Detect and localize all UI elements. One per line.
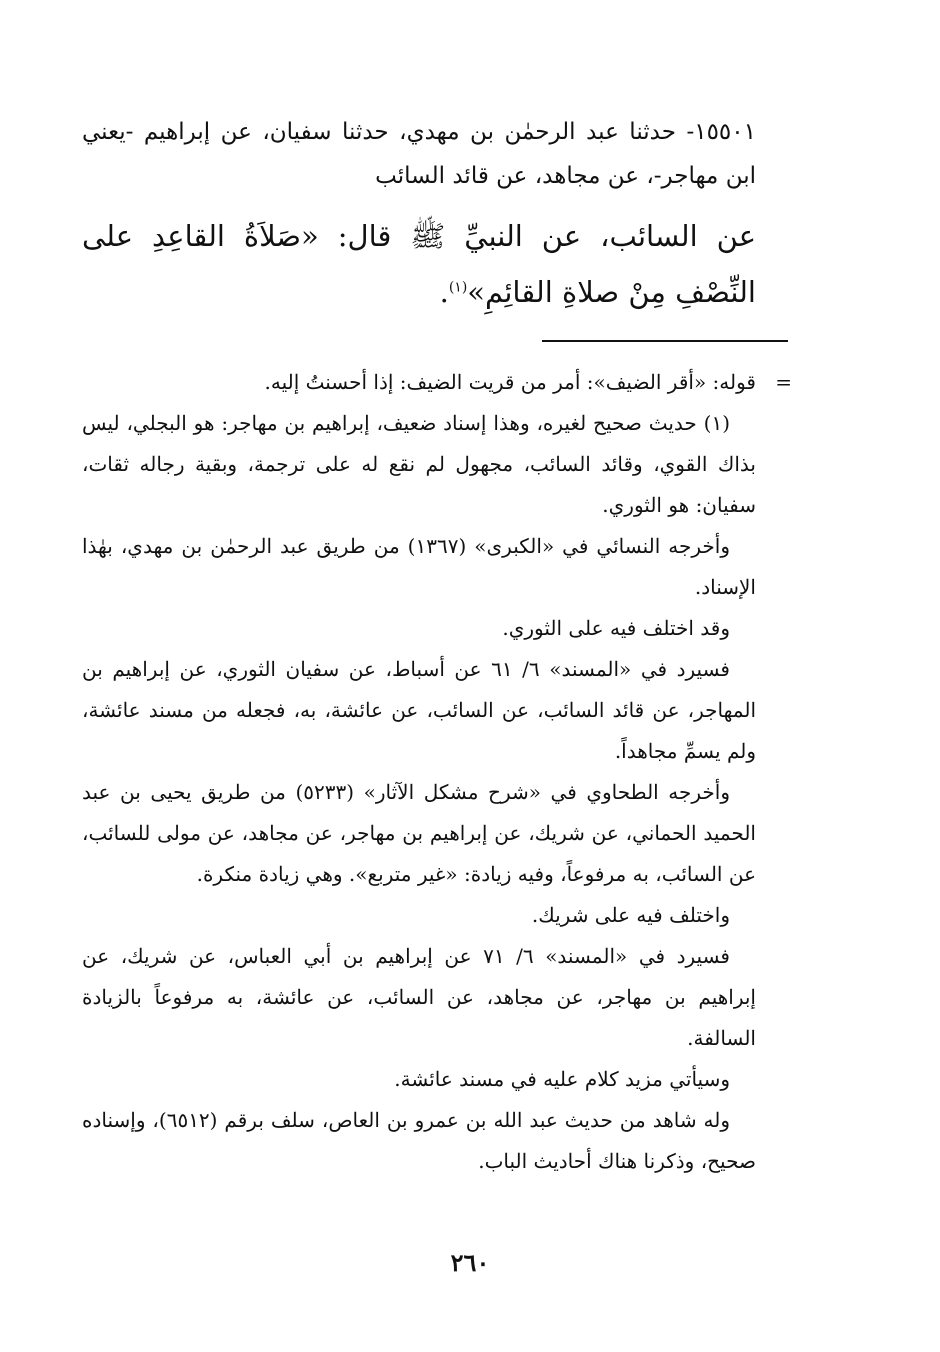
isnad-text: ١٥٥٠١- حدثنا عبد الرحمٰن بن مهدي، حدثنا سفيان، عن إبراهيم -يعني ابن مهاجر-، عن مجاهد، عن قائد السائب [82, 119, 756, 189]
footnote-continuation [82, 362, 792, 403]
matn-end: . [439, 275, 449, 309]
matn-paragraph [82, 208, 756, 320]
footnote-paragraph: وله شاهد من حديث عبد الله بن عمرو بن العاص، سلف برقم (٦٥١٢)، وإسناده صحيح، وذكرنا هناك أحاديث الباب. [82, 1108, 756, 1173]
hadith-matn [82, 208, 756, 320]
footnote-paragraph: وأخرجه النسائي في «الكبرى» (١٣٦٧) من طريق عبد الرحمٰن بن مهدي، بهٰذا الإسناد. [82, 534, 756, 599]
page-number: ٢٦٠ [450, 1248, 490, 1277]
footnote-paragraph: وقد اختلف فيه على الثوري. [502, 616, 730, 640]
footnote-paragraph: وسيأتي مزيد كلام عليه في مسند عائشة. [394, 1067, 730, 1091]
footnote-paragraph: فسيرد في «المسند» ٦/ ٦١ عن أسباط، عن سفيان الثوري، عن إبراهيم بن المهاجر، عن قائد السائب، عن السائب، عن عائشة، به، فجعله من مسند عائشة، ولم يسمِّ مجاهداً. [82, 657, 756, 763]
footnote-paragraph: (١) حديث صحيح لغيره، وهذا إسناد ضعيف، إبراهيم بن مهاجر: هو البجلي، ليس بذاك القوي، وقائد السائب، مجهول لم نقع له على ترجمة، وبقية رجاله ثقات، سفيان: هو الثوري. [82, 411, 756, 517]
footnote-text: قوله: «أقر الضيف»: أمر من قريت الضيف: إذا أحسنتُ إليه. [264, 370, 756, 394]
footnote-ref: (١) [448, 279, 468, 296]
footnotes [82, 362, 792, 1182]
footnote-separator [542, 340, 788, 342]
matn-text: عن السائب، عن النبيِّ ﷺ قال: «صَلاَةُ القاعِدِ على النِّصْفِ مِنْ صلاةِ القائِمِ» [82, 219, 756, 309]
footnote-paragraph: واختلف فيه على شريك. [531, 903, 730, 927]
continuation-mark: = [775, 370, 792, 394]
hadith-isnad [82, 110, 756, 198]
footnote-paragraph: فسيرد في «المسند» ٦/ ٧١ عن إبراهيم بن أبي العباس، عن شريك، عن إبراهيم بن مهاجر، عن مجاهد، عن السائب، عن عائشة، به مرفوعاً بالزيادة السالفة. [82, 944, 756, 1050]
footnote-paragraph: وأخرجه الطحاوي في «شرح مشكل الآثار» (٥٢٣٣) من طريق يحيى بن عبد الحميد الحماني، عن شريك، عن إبراهيم بن مهاجر، عن مجاهد، عن مولى للسائب، عن السائب، به مرفوعاً، وفيه زيادة: «غير متربع». وهي زيادة منكرة. [82, 780, 756, 886]
